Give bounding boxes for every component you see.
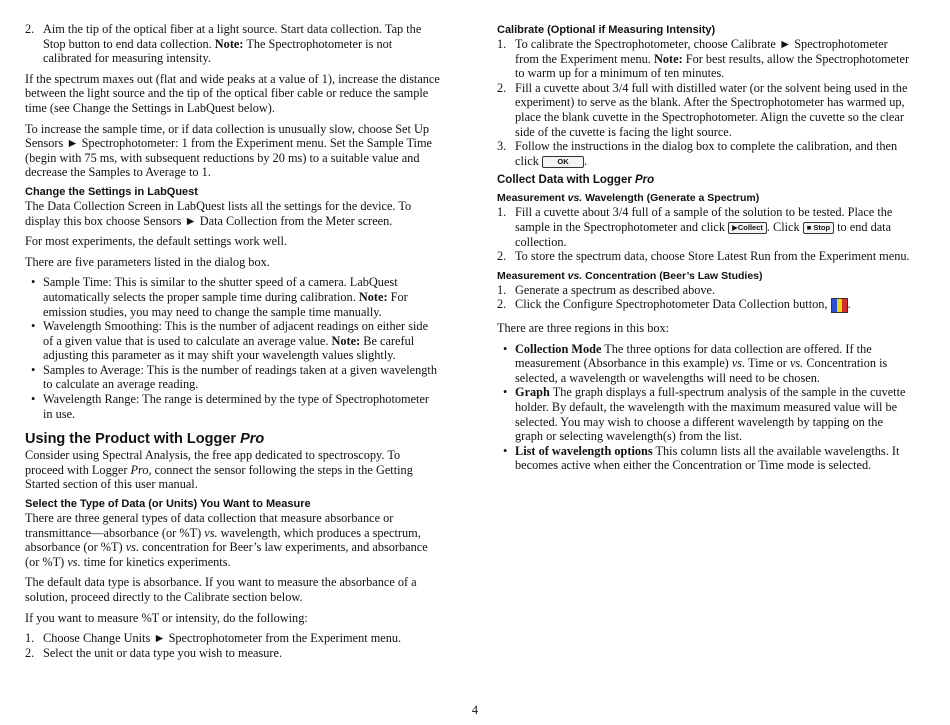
- list-item: [25, 275, 440, 319]
- heading-select-type: Select the Type of Data (or Units) You Want to Measure: [25, 498, 311, 511]
- text-run: There are three general types of data collection that measure absorbance or transmittance—absorbance (or %T): [25, 511, 394, 540]
- paragraph-data-collection: The Data Collection Screen in LabQuest lists all the settings for the device. To display this box choose Sensors ► Data Collection from the Meter screen.: [25, 198, 412, 228]
- bullet-icon: •: [31, 319, 36, 334]
- heading-emphasis: vs.: [567, 192, 583, 205]
- list-item: [497, 139, 913, 168]
- ok-button[interactable]: OK: [542, 156, 584, 168]
- region-term: List of wavelength options: [515, 443, 653, 458]
- step-number: 1.: [497, 282, 507, 297]
- heading-emphasis: Pro: [635, 174, 655, 187]
- list-item: [497, 342, 913, 386]
- step-number: 1.: [497, 205, 507, 220]
- text-emphasis: vs.: [125, 540, 140, 555]
- list-item: [25, 22, 440, 66]
- page-number: 4: [471, 703, 479, 717]
- text-run: time for kinetics experiments.: [80, 554, 231, 569]
- text-run: wavelength, which produces a spectrum, absorbance (or %T): [25, 525, 421, 555]
- step-text: Choose Change Units ► Spectrophotometer from the Experiment menu.: [43, 631, 402, 646]
- step-number: 3.: [497, 139, 507, 154]
- heading-measurement-wavelength: [497, 192, 913, 205]
- heading-text: Wavelength (Generate a Spectrum): [582, 192, 760, 205]
- bullet-text: Wavelength Range: The range is determined by the type of Spectrophotometer in use.: [43, 392, 430, 421]
- list-item: [25, 646, 440, 661]
- heading-logger-pro: [25, 431, 440, 448]
- regions-list: [497, 342, 913, 473]
- list-item: [497, 444, 913, 473]
- step-text: .: [583, 153, 588, 168]
- text-emphasis: vs.: [67, 554, 81, 569]
- region-text: Time or: [745, 356, 790, 371]
- step-number: 2.: [497, 297, 507, 312]
- configure-spectrophotometer-icon[interactable]: [831, 298, 848, 313]
- list-item: [497, 81, 913, 139]
- list-item: [25, 392, 440, 421]
- list-item: [497, 37, 913, 81]
- step-number: 2.: [25, 22, 35, 36]
- step-text: The Spectrophotometer is not calibrated for measuring intensity.: [43, 36, 393, 66]
- text-run: Consider using Spectral Analysis, the free app dedicated to spectroscopy. To proceed with Logger: [25, 448, 401, 477]
- step-text: For best results, allow the Spectrophotometer to warm up for a minimum of ten minutes.: [515, 51, 910, 81]
- note-label: Note:: [358, 289, 388, 304]
- step-text: To calibrate the Spectrophotometer, choose Calibrate ► Spectrophotometer from the Experiment menu.: [515, 37, 888, 66]
- step-text: Follow the instructions in the dialog box to complete the calibration, and then click: [515, 139, 898, 168]
- heading-emphasis: vs.: [567, 269, 583, 282]
- text-emphasis: vs.: [731, 356, 746, 371]
- bullet-text: Wavelength Smoothing: This is the number of adjacent readings on either side of a given value that is used to calculate an average value.: [43, 319, 429, 348]
- text-emphasis: vs.: [789, 356, 804, 371]
- region-text: Concentration is selected, a wavelength or wavelengths will need to be chosen.: [515, 356, 888, 385]
- step-text: .: [847, 297, 851, 312]
- heading-emphasis: Pro: [240, 431, 265, 448]
- units-step-list: [25, 631, 440, 660]
- bullet-icon: •: [31, 362, 36, 377]
- wavelength-step-list: [497, 205, 913, 263]
- bullet-text: Sample Time: This is similar to the shutter speed of a camera. LabQuest automatically selects the proper sample time during calibration.: [43, 275, 398, 304]
- bullet-icon: •: [503, 341, 508, 356]
- text-emphasis: Pro: [130, 462, 149, 477]
- right-column: [497, 22, 913, 479]
- list-item: [497, 249, 913, 264]
- paragraph-default: For most experiments, the default settings work well.: [25, 234, 287, 249]
- step-text: . Click: [766, 219, 803, 234]
- paragraph-absorbance: The default data type is absorbance. If you want to measure the absorbance of a solution, proceed directly to the Calibrate section below.: [25, 575, 417, 604]
- step-list-continued: [25, 22, 440, 66]
- step-number: 2.: [25, 645, 35, 660]
- heading-text: Measurement: [497, 192, 568, 205]
- bullet-text: For emission studies, you may need to change the sample time manually.: [43, 289, 408, 319]
- step-number: 1.: [497, 37, 507, 51]
- paragraph-if: If you want to measure %T or intensity, do the following:: [25, 610, 308, 625]
- region-text: This column lists all the available wavelengths. It becomes active when either the Concentration or Time mode is selected.: [515, 443, 900, 473]
- bullet-icon: •: [31, 392, 36, 407]
- note-label: Note:: [214, 36, 244, 51]
- step-text: Click the Configure Spectrophotometer Data Collection button,: [515, 297, 831, 312]
- note-label: Note:: [653, 51, 683, 66]
- region-text: The three options for data collection are offered. If the measurement (Absorbance in this example): [515, 341, 872, 371]
- region-term: Collection Mode: [515, 341, 602, 356]
- heading-measurement-concentration: [497, 270, 913, 283]
- concentration-step-list: [497, 283, 913, 313]
- paragraph-maxes: If the spectrum maxes out (flat and wide peaks at a value of 1), increase the distance between the light source and the tip of the optical fiber cable or reduce the sample time (see Change the Settings in LabQuest below).: [25, 71, 440, 115]
- list-item: [25, 319, 440, 363]
- list-item: [25, 631, 440, 646]
- text-run: , connect the sensor following the steps in the Getting Started section of this user manual.: [25, 462, 413, 492]
- list-item: [497, 385, 913, 443]
- left-column: [25, 22, 440, 666]
- list-item: [25, 363, 440, 392]
- heading-text: Using the Product with Logger: [25, 431, 241, 448]
- step-text: Fill a cuvette about 3/4 full of a sample of the solution to be tested. Place the sample in the Spectrophotometer and click: [515, 205, 893, 234]
- collect-button[interactable]: ▶Collect: [728, 222, 767, 234]
- text-emphasis: vs.: [204, 525, 218, 540]
- step-text: to end data collection.: [515, 219, 892, 249]
- step-number: 1.: [25, 631, 35, 646]
- step-number: 2.: [497, 249, 507, 264]
- paragraph-consider: [25, 448, 440, 492]
- list-item: [497, 205, 913, 249]
- paragraph-types: [25, 511, 440, 569]
- bullet-text: Be careful adjusting this parameter as it may shift your wavelength values slightly.: [43, 333, 415, 363]
- step-text: To store the spectrum data, choose Store Latest Run from the Experiment menu.: [515, 249, 910, 264]
- bullet-icon: •: [31, 275, 36, 290]
- heading-collect-data: [497, 174, 913, 187]
- region-term: Graph: [515, 385, 550, 400]
- list-item: [497, 283, 913, 298]
- stop-button[interactable]: ■ Stop: [803, 222, 834, 234]
- parameter-list: [25, 275, 440, 421]
- text-run: concentration for Beer’s law experiments, and absorbance (or %T): [25, 540, 428, 569]
- list-item: [497, 297, 913, 313]
- bullet-icon: •: [503, 443, 508, 458]
- bullet-text: Samples to Average: This is the number of readings taken at a given wavelength to calculate an average reading.: [43, 362, 437, 392]
- paragraph-three-regions: There are three regions in this box:: [497, 320, 670, 335]
- heading-text: Concentration (Beer’s Law Studies): [582, 269, 763, 282]
- step-number: 2.: [497, 80, 507, 95]
- step-text: Fill a cuvette about 3/4 full with distilled water (or the solvent being used in the experiment) to serve as the blank. After the Spectrophotometer has warmed up, place the blank cuvette in the Spectrophotometer. Align the cuvette so the clear side of the cuvette is facing the light source.: [515, 80, 908, 139]
- calibrate-step-list: [497, 37, 913, 168]
- bullet-icon: •: [503, 385, 508, 400]
- heading-text: Collect Data with Logger: [497, 174, 636, 187]
- heading-calibrate: Calibrate (Optional if Measuring Intensity): [497, 24, 716, 36]
- step-text: Select the unit or data type you wish to measure.: [43, 645, 283, 660]
- region-text: The graph displays a full-spectrum analysis of the sample in the cuvette holder. By default, the wavelength with the maximum measured value will be selected. You may wish to choose a different wavelength by tapping on the graph or selecting wavelength(s) from the list.: [515, 385, 906, 444]
- heading-change-settings: Change the Settings in LabQuest: [25, 185, 198, 198]
- heading-text: Measurement: [497, 269, 568, 282]
- step-text: Generate a spectrum as described above.: [515, 282, 716, 297]
- note-label: Note:: [331, 333, 361, 348]
- paragraph-five: There are five parameters listed in the dialog box.: [25, 254, 270, 269]
- paragraph-increase: To increase the sample time, or if data collection is unusually slow, choose Set Up Sensors ► Spectrophotometer: 1 from the Experiment menu. Set the Sample Time (begin with 75 ms, with subsequent reductions by 20 ms) to a suitable value and decrease the Samples to Average to 1.: [25, 121, 432, 180]
- step-text: Aim the tip of the optical fiber at a light source. Start data collection. Tap the Stop button to end data collection.: [43, 22, 422, 51]
